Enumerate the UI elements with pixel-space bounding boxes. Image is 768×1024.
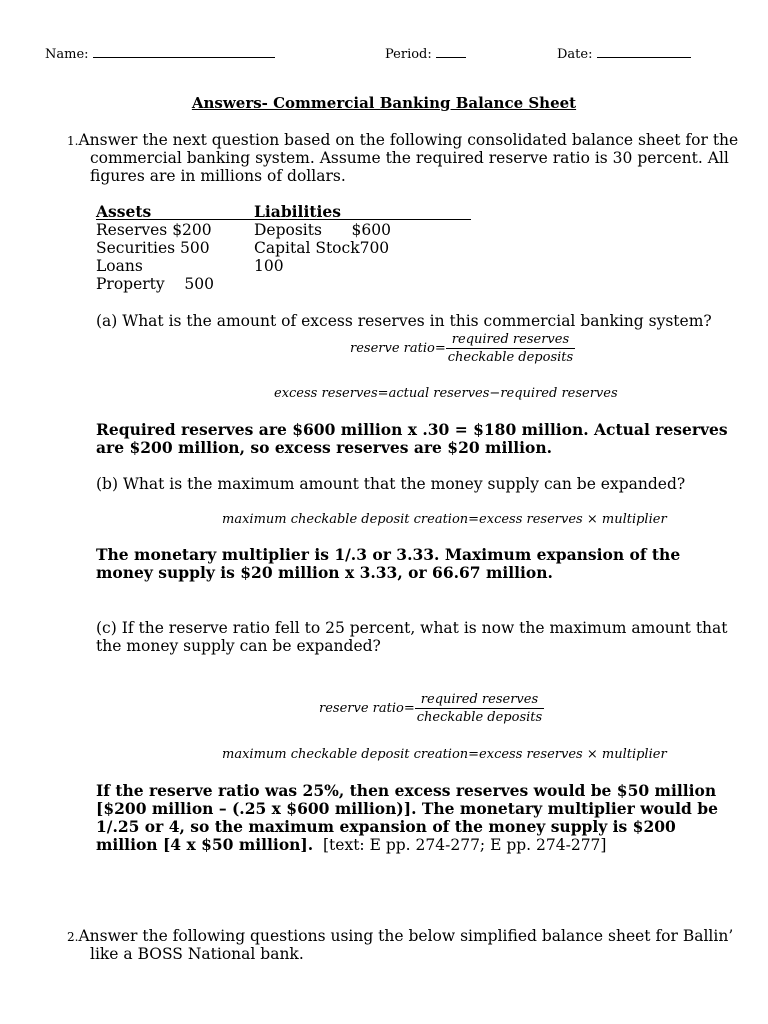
q1-text1: Answer the next question based on the following consolidated balance sheet for the: [78, 131, 739, 149]
part-c-answer-line2: [$200 million – (.25 x $600 million)]. The monetary multiplier would be: [96, 799, 718, 818]
part-a-answer-line2: are $200 million, so excess reserves are $20 million.: [96, 438, 553, 457]
fraction-numerator: required reserves: [415, 692, 544, 709]
max-deposit-formula-c: maximum checkable deposit creation=excess reserves × multiplier: [222, 747, 667, 762]
formula-lhs: reserve ratio=: [319, 701, 415, 716]
liability-row: 100: [254, 257, 284, 275]
asset-row: Securities 500: [96, 239, 210, 257]
liability-row: Capital Stock700: [254, 239, 390, 257]
asset-row: Property 500: [96, 275, 214, 293]
part-c-answer-line4-bold: million [4 x $50 million].: [96, 835, 314, 854]
part-a-answer-line1: Required reserves are $600 million x .30 = $180 million. Actual reserves: [96, 420, 728, 439]
q1-line3: figures are in millions of dollars.: [90, 167, 346, 185]
period-label: Period:: [385, 47, 432, 62]
part-b-question: (b) What is the maximum amount that the money supply can be expanded?: [96, 475, 686, 493]
part-a-question: (a) What is the amount of excess reserves in this commercial banking system?: [96, 312, 712, 330]
date-label: Date:: [557, 47, 593, 62]
name-label: Name:: [45, 47, 89, 62]
q2-line1: [67, 927, 733, 946]
reserve-ratio-formula-c: [319, 692, 544, 725]
q1-number: 1.: [67, 134, 79, 148]
liabilities-header: Liabilities: [254, 202, 341, 221]
fraction-numerator: required reserves: [446, 332, 575, 349]
part-c-question-line1: (c) If the reserve ratio fell to 25 percent, what is now the maximum amount that: [96, 619, 728, 637]
page-title: Answers- Commercial Banking Balance Sheet: [191, 94, 577, 112]
formula-lhs: reserve ratio=: [350, 341, 446, 356]
liability-row: Deposits $600: [254, 221, 391, 239]
date-blank-line: [597, 45, 691, 58]
name-field: [45, 45, 275, 62]
date-field: [557, 45, 691, 62]
q2-number: 2.: [67, 930, 79, 944]
assets-header: Assets: [96, 202, 152, 221]
max-deposit-formula-b: maximum checkable deposit creation=excess reserves × multiplier: [222, 512, 667, 527]
q1-line1: [67, 131, 738, 150]
asset-row: Reserves $200: [96, 221, 212, 239]
part-c-answer-line3: 1/.25 or 4, so the maximum expansion of the money supply is $200: [96, 817, 676, 836]
reserve-ratio-formula-a: [350, 332, 575, 365]
q2-text1: Answer the following questions using the below simplified balance sheet for Ballin’: [78, 927, 734, 945]
formula-fraction: [446, 332, 575, 365]
fraction-denominator: checkable deposits: [416, 710, 543, 725]
formula-fraction: [415, 692, 544, 725]
fraction-denominator: checkable deposits: [447, 350, 574, 365]
part-c-answer-line4: [96, 836, 606, 854]
part-b-answer-line2: money supply is $20 million x 3.33, or 66.67 million.: [96, 563, 553, 582]
textbook-reference: [text: E pp. 274-277; E pp. 274-277]: [313, 836, 607, 854]
part-c-question-line2: the money supply can be expanded?: [96, 637, 381, 655]
asset-row: Loans: [96, 257, 143, 275]
q2-line2: like a BOSS National bank.: [90, 945, 304, 963]
part-b-answer-line1: The monetary multiplier is 1/.3 or 3.33. Maximum expansion of the: [96, 545, 681, 564]
balance-sheet-header-rule: [96, 219, 471, 220]
part-c-answer-line1: If the reserve ratio was 25%, then excess reserves would be $50 million: [96, 781, 717, 800]
q1-line2: commercial banking system. Assume the required reserve ratio is 30 percent. All: [90, 149, 729, 167]
excess-reserves-formula: excess reserves=actual reserves−required reserves: [274, 386, 618, 401]
period-blank-line: [436, 45, 466, 58]
period-field: [385, 45, 466, 62]
name-blank-line: [93, 45, 275, 58]
